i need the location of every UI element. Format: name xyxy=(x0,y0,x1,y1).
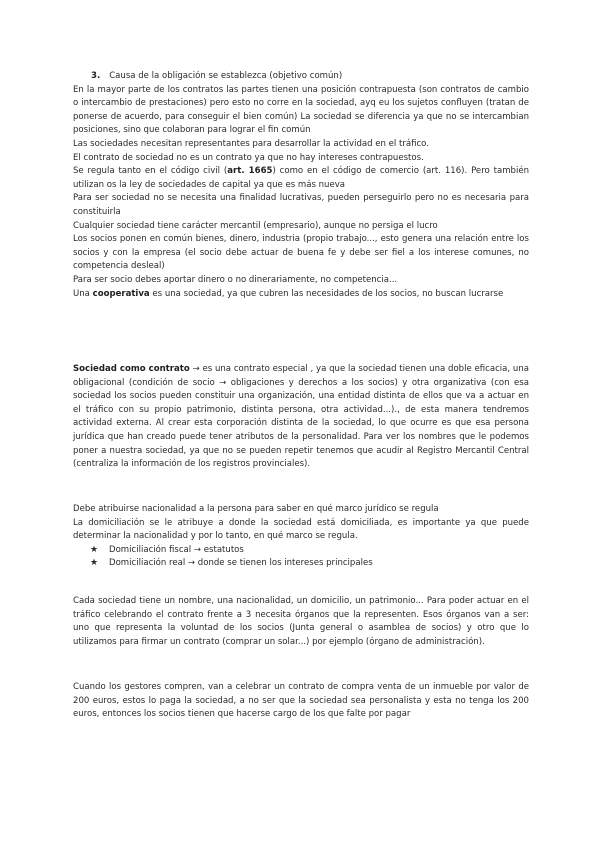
sociedad-contrato-term: Sociedad como contrato xyxy=(73,364,190,374)
paragraph-representantes: Las sociedades necesitan representantes para desarrollar la actividad en el tráfico. xyxy=(73,138,429,149)
block-gestores xyxy=(73,681,529,722)
block-sociedad-contrato xyxy=(73,363,529,472)
article-reference: art. 1665 xyxy=(227,166,273,177)
domiciliacion-list xyxy=(73,544,529,571)
paragraph-finalidad-lucrativa: Para ser sociedad no se necesita una finalidad lucrativas, pueden perseguirlo pero no es necesaria para constituirla xyxy=(73,193,529,217)
section-heading xyxy=(73,70,529,84)
block-causa xyxy=(73,70,529,301)
paragraph-contratos: En la mayor parte de los contratos las partes tienen una posición contrapuesta (son contratos de cambio o intercambio de prestaciones) pero esto no corre en la sociedad, ayq eu los sujetos confluyen (tratan de ponerse de acuerdo, para conseguir el bien común) La sociedad se diferencia ya que no se intercambian posiciones, sino que colaboran para lograr el fin común xyxy=(73,84,529,136)
cooperativa-term: cooperativa xyxy=(92,288,150,299)
paragraph-nacionalidad: Debe atribuirse nacionalidad a la persona para saber en qué marco jurídico se regula xyxy=(73,504,439,514)
paragraph-cooperativa xyxy=(73,288,529,302)
paragraph-gestores: Cuando los gestores compren, van a celebrar un contrato de compra venta de un inmueble por valor de 200 euros, estos lo paga la sociedad, a no ser que la sociedad sea personalista y esta no tenga los 200 euros, entonces los socios tienen que hacerse cargo de los que falte por pagar xyxy=(73,682,529,720)
paragraph-regulacion xyxy=(73,165,529,192)
star-icon: ★ xyxy=(90,544,99,555)
paragraph-contrato-sociedad: El contrato de sociedad no es un contrato ya que no hay intereses contrapuestos. xyxy=(73,152,424,163)
block-nacionalidad xyxy=(73,503,529,571)
section-title: Causa de la obligación se establezca (objetivo común) xyxy=(109,71,343,81)
paragraph-organos: Cada sociedad tiene un nombre, una nacionalidad, un domicilio, un patrimonio... Para poder actuar en el tráfico celebrando el contrato frente a 3 necesita órganos que la representen. Esos órganos van a ser: uno que representa la voluntad de los socios (Junta general o asamblea de socios) y otro que lo utilizamos para firmar un contrato (comprar un solar...) por ejemplo (órgano de administración). xyxy=(73,596,529,647)
paragraph-caracter-mercantil: Cualquier sociedad tiene carácter mercantil (empresario), aunque no persiga el lucro xyxy=(73,220,438,231)
paragraph-domiciliacion: La domiciliación se le atribuye a donde la sociedad está domiciliada, es importante ya que puede determinar la nacionalidad y por lo tanto, en qué marco se regula. xyxy=(73,517,529,542)
list-item xyxy=(73,544,529,558)
cooperativa-text-pre: Una xyxy=(73,288,93,299)
star-icon: ★ xyxy=(90,558,99,569)
list-item-text: Domiciliación fiscal → estatutos xyxy=(109,544,244,555)
paragraph-aportar-dinero: Para ser socio debes aportar dinero o no dinerariamente, no competencia... xyxy=(73,274,398,285)
cooperativa-text-post: es una sociedad, ya que cubren las necesidades de los socios, no buscan lucrarse xyxy=(149,288,504,299)
regulacion-text-pre: Se regula tanto en el código civil ( xyxy=(73,166,228,177)
list-item xyxy=(73,557,529,571)
paragraph-socios-ponen: Los socios ponen en común bienes, dinero, industria (propio trabajo..., esto genera una relación entre los socios y con la empresa (el socio debe actuar de buena fe y debe ser fiel a los interese comunes, no competencia desleal) xyxy=(73,234,529,272)
block-organos xyxy=(73,595,529,649)
list-item-text: Domiciliación real → donde se tienen los intereses principales xyxy=(109,558,373,569)
sociedad-contrato-text: → es una contrato especial , ya que la sociedad tienen una doble eficacia, una obligacional (condición de socio → obligaciones y derechos a los socios) y otra organizativa (con esa sociedad los socios pueden constituir una organización, una entidad distinta de ellos que va a actuar en el tráfico con su propio patrimonio, distinta persona, otra actividad...)., de esta manera tendremos actividad externa. Al crear esta corporación distinta de la sociedad, lo que ocurre es que esa persona jurídica que han creado puede tener atributos de la personalidad. Para ver los nombres que le podemos poner a nuestra sociedad, ya que no se pueden repetir tenemos que acudir al Registro Mercantil Central (centraliza la información de los registros provinciales). xyxy=(73,364,530,470)
regulacion-text-post: ) como en el código de comercio (art. 116). Pero también utilizan os la ley de sociedades de capital ya que es más nueva xyxy=(73,166,529,190)
paragraph-sociedad-como-contrato xyxy=(73,363,529,472)
section-number: 3. xyxy=(91,71,101,81)
